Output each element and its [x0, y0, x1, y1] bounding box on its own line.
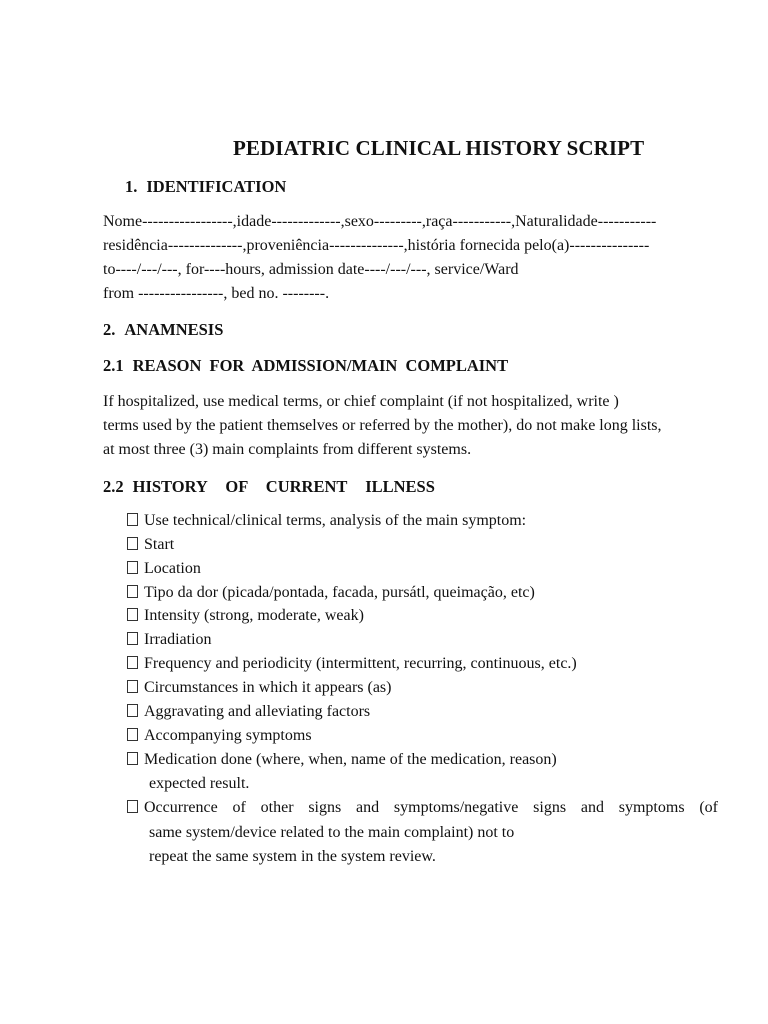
checklist-item-text: Frequency and periodicity (intermittent, recurring, continuous, etc.) — [144, 655, 577, 672]
section-reason-heading — [103, 356, 508, 376]
section-number: 2.1 — [103, 356, 124, 375]
section-title: IDENTIFICATION — [146, 177, 287, 196]
checklist-item-text: Occurrence of other signs and symptoms/negative signs and symptoms (of — [144, 799, 718, 816]
checklist-item — [127, 799, 718, 817]
checklist-item — [127, 512, 526, 530]
reason-line-3: at most three (3) main complaints from different systems. — [103, 441, 472, 458]
section-number: 1. — [125, 177, 138, 196]
checklist-item — [127, 679, 391, 697]
checkbox-placeholder-icon — [127, 800, 138, 813]
reason-line-2: terms used by the patient themselves or referred by the mother), do not make long lists, — [103, 417, 662, 434]
checklist-item — [127, 560, 201, 578]
section-title: HISTORY OF CURRENT ILLNESS — [132, 477, 435, 496]
section-current-illness-heading — [103, 477, 435, 497]
checklist-item — [127, 751, 557, 769]
checkbox-placeholder-icon — [127, 632, 138, 645]
checklist-item-text: Location — [144, 560, 201, 577]
checklist-item-text: Circumstances in which it appears (as) — [144, 679, 392, 696]
checklist-item-text: Tipo da dor (picada/pontada, facada, pursátl, queimação, etc) — [144, 584, 535, 601]
checklist-continuation: repeat the same system in the system review. — [149, 848, 436, 865]
checklist-item — [127, 631, 212, 649]
checkbox-placeholder-icon — [127, 585, 138, 598]
checklist-item — [127, 727, 312, 745]
checklist-continuation: expected result. — [149, 775, 250, 792]
document-title: PEDIATRIC CLINICAL HISTORY SCRIPT — [233, 136, 645, 160]
checklist-item-text: Irradiation — [144, 631, 212, 648]
checklist-item — [127, 655, 577, 673]
checklist-item-text: Accompanying symptoms — [144, 727, 312, 744]
checklist-item-text: Medication done (where, when, name of the medication, reason) — [144, 751, 557, 768]
checkbox-placeholder-icon — [127, 608, 138, 621]
section-identification-heading — [125, 177, 286, 197]
section-title: REASON FOR ADMISSION/MAIN COMPLAINT — [132, 356, 509, 375]
checkbox-placeholder-icon — [127, 728, 138, 741]
checkbox-placeholder-icon — [127, 704, 138, 717]
checklist-item-text: Intensity (strong, moderate, weak) — [144, 607, 364, 624]
checklist-continuation: same system/device related to the main complaint) not to — [149, 824, 515, 841]
checklist-item-text: Aggravating and alleviating factors — [144, 703, 371, 720]
checklist-item-text: Start — [144, 536, 175, 553]
checkbox-placeholder-icon — [127, 537, 138, 550]
checklist-item-text: Use technical/clinical terms, analysis of the main symptom: — [144, 512, 527, 529]
identification-line-3: to----/---/---, for----hours, admission date----/---/---, service/Ward — [103, 261, 519, 278]
checklist-item — [127, 536, 174, 554]
section-number: 2.2 — [103, 477, 124, 496]
checkbox-placeholder-icon — [127, 561, 138, 574]
identification-line-2: residência--------------,proveniência--------------,história fornecida pelo(a)--------------- — [103, 237, 650, 254]
identification-line-1: Nome-----------------,idade-------------,sexo---------,raça-----------,Naturalidade----------- — [103, 213, 657, 230]
checklist-item — [127, 607, 364, 625]
checkbox-placeholder-icon — [127, 752, 138, 765]
section-title: ANAMNESIS — [124, 320, 224, 339]
checkbox-placeholder-icon — [127, 513, 138, 526]
section-anamnesis-heading — [103, 320, 223, 340]
reason-line-1: If hospitalized, use medical terms, or chief complaint (if not hospitalized, write ) — [103, 393, 619, 410]
checkbox-placeholder-icon — [127, 656, 138, 669]
section-number: 2. — [103, 320, 116, 339]
checklist-item — [127, 703, 370, 721]
identification-line-4: from ----------------, bed no. --------. — [103, 285, 330, 302]
checklist-item — [127, 584, 535, 602]
checkbox-placeholder-icon — [127, 680, 138, 693]
